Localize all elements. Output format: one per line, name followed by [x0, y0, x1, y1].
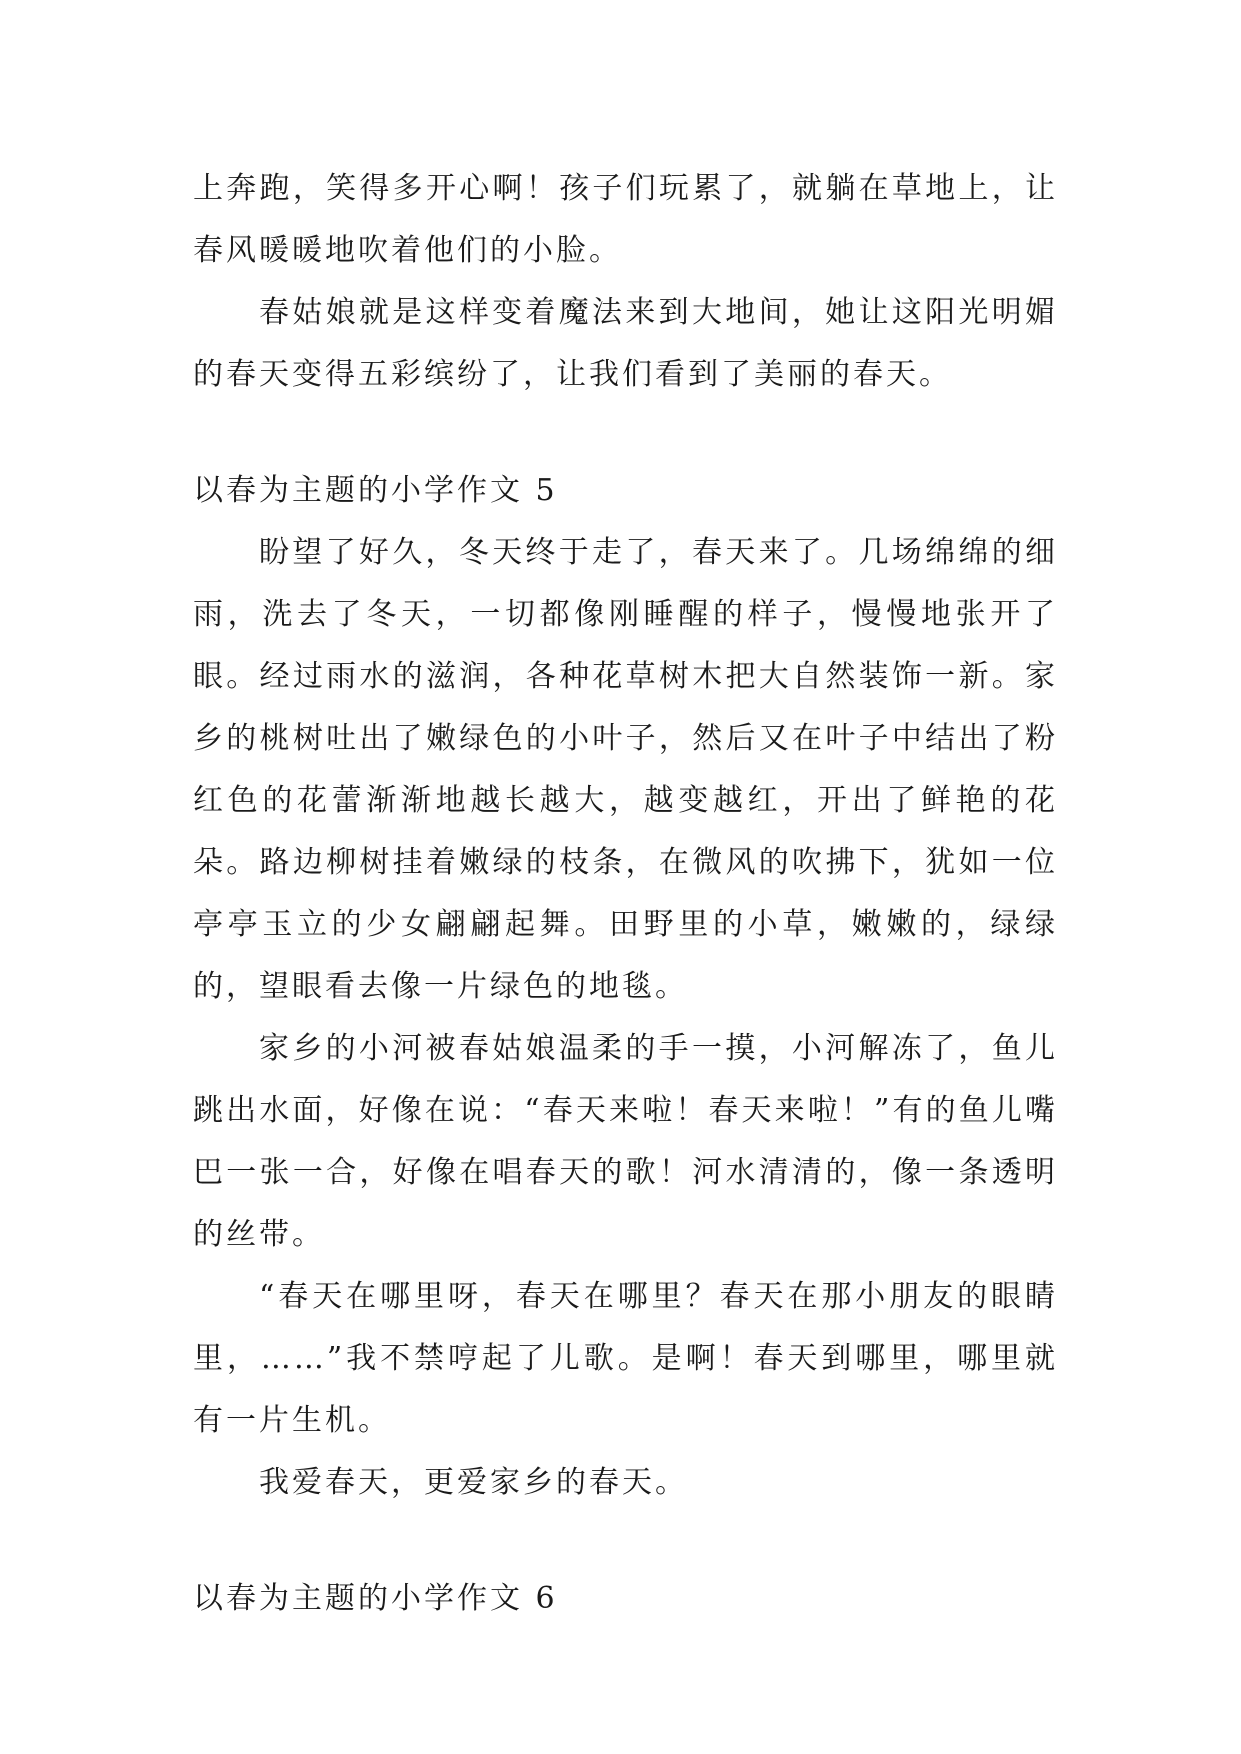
paragraph-song: “春天在哪里呀，春天在哪里？春天在那小朋友的眼睛里，……”我不禁哼起了儿歌。是啊！春天到哪里，哪里就有一片生机。	[193, 1279, 1058, 1438]
paragraph-love-spring: 我爱春天，更爱家乡的春天。	[259, 1465, 688, 1500]
paragraph-river: 家乡的小河被春姑娘温柔的手一摸，小河解冻了，鱼儿跳出水面，好像在说：“春天来啦！春天来啦！”有的鱼儿嘴巴一张一合，好像在唱春天的歌！河水清清的，像一条透明的丝带。	[193, 1031, 1058, 1252]
section-gap	[193, 1514, 1058, 1568]
paragraph-waiting-spring: 盼望了好久，冬天终于走了，春天来了。几场绵绵的细雨，洗去了冬天，一切都像刚睡醒的样子，慢慢地张开了眼。经过雨水的滋润，各种花草树木把大自然装饰一新。家乡的桃树吐出了嫩绿色的小叶子，然后又在叶子中结出了粉红色的花蕾渐渐地越长越大，越变越红，开出了鲜艳的花朵。路边柳树挂着嫩绿的枝条，在微风的吹拂下，犹如一位亭亭玉立的少女翩翩起舞。田野里的小草，嫩嫩的，绿绿的，望眼看去像一片绿色的地毯。	[193, 535, 1058, 1004]
essay-heading-5: 以春为主题的小学作文 5	[193, 473, 558, 508]
paragraph-spring-magic: 春姑娘就是这样变着魔法来到大地间，她让这阳光明媚的春天变得五彩缤纷了，让我们看到了美丽的春天。	[193, 295, 1058, 392]
paragraph-continued: 上奔跑，笑得多开心啊！孩子们玩累了，就躺在草地上，让春风暖暖地吹着他们的小脸。	[193, 171, 1058, 268]
document-body	[193, 158, 1058, 1630]
section-gap	[193, 406, 1058, 460]
essay-heading-6: 以春为主题的小学作文 6	[193, 1581, 558, 1616]
